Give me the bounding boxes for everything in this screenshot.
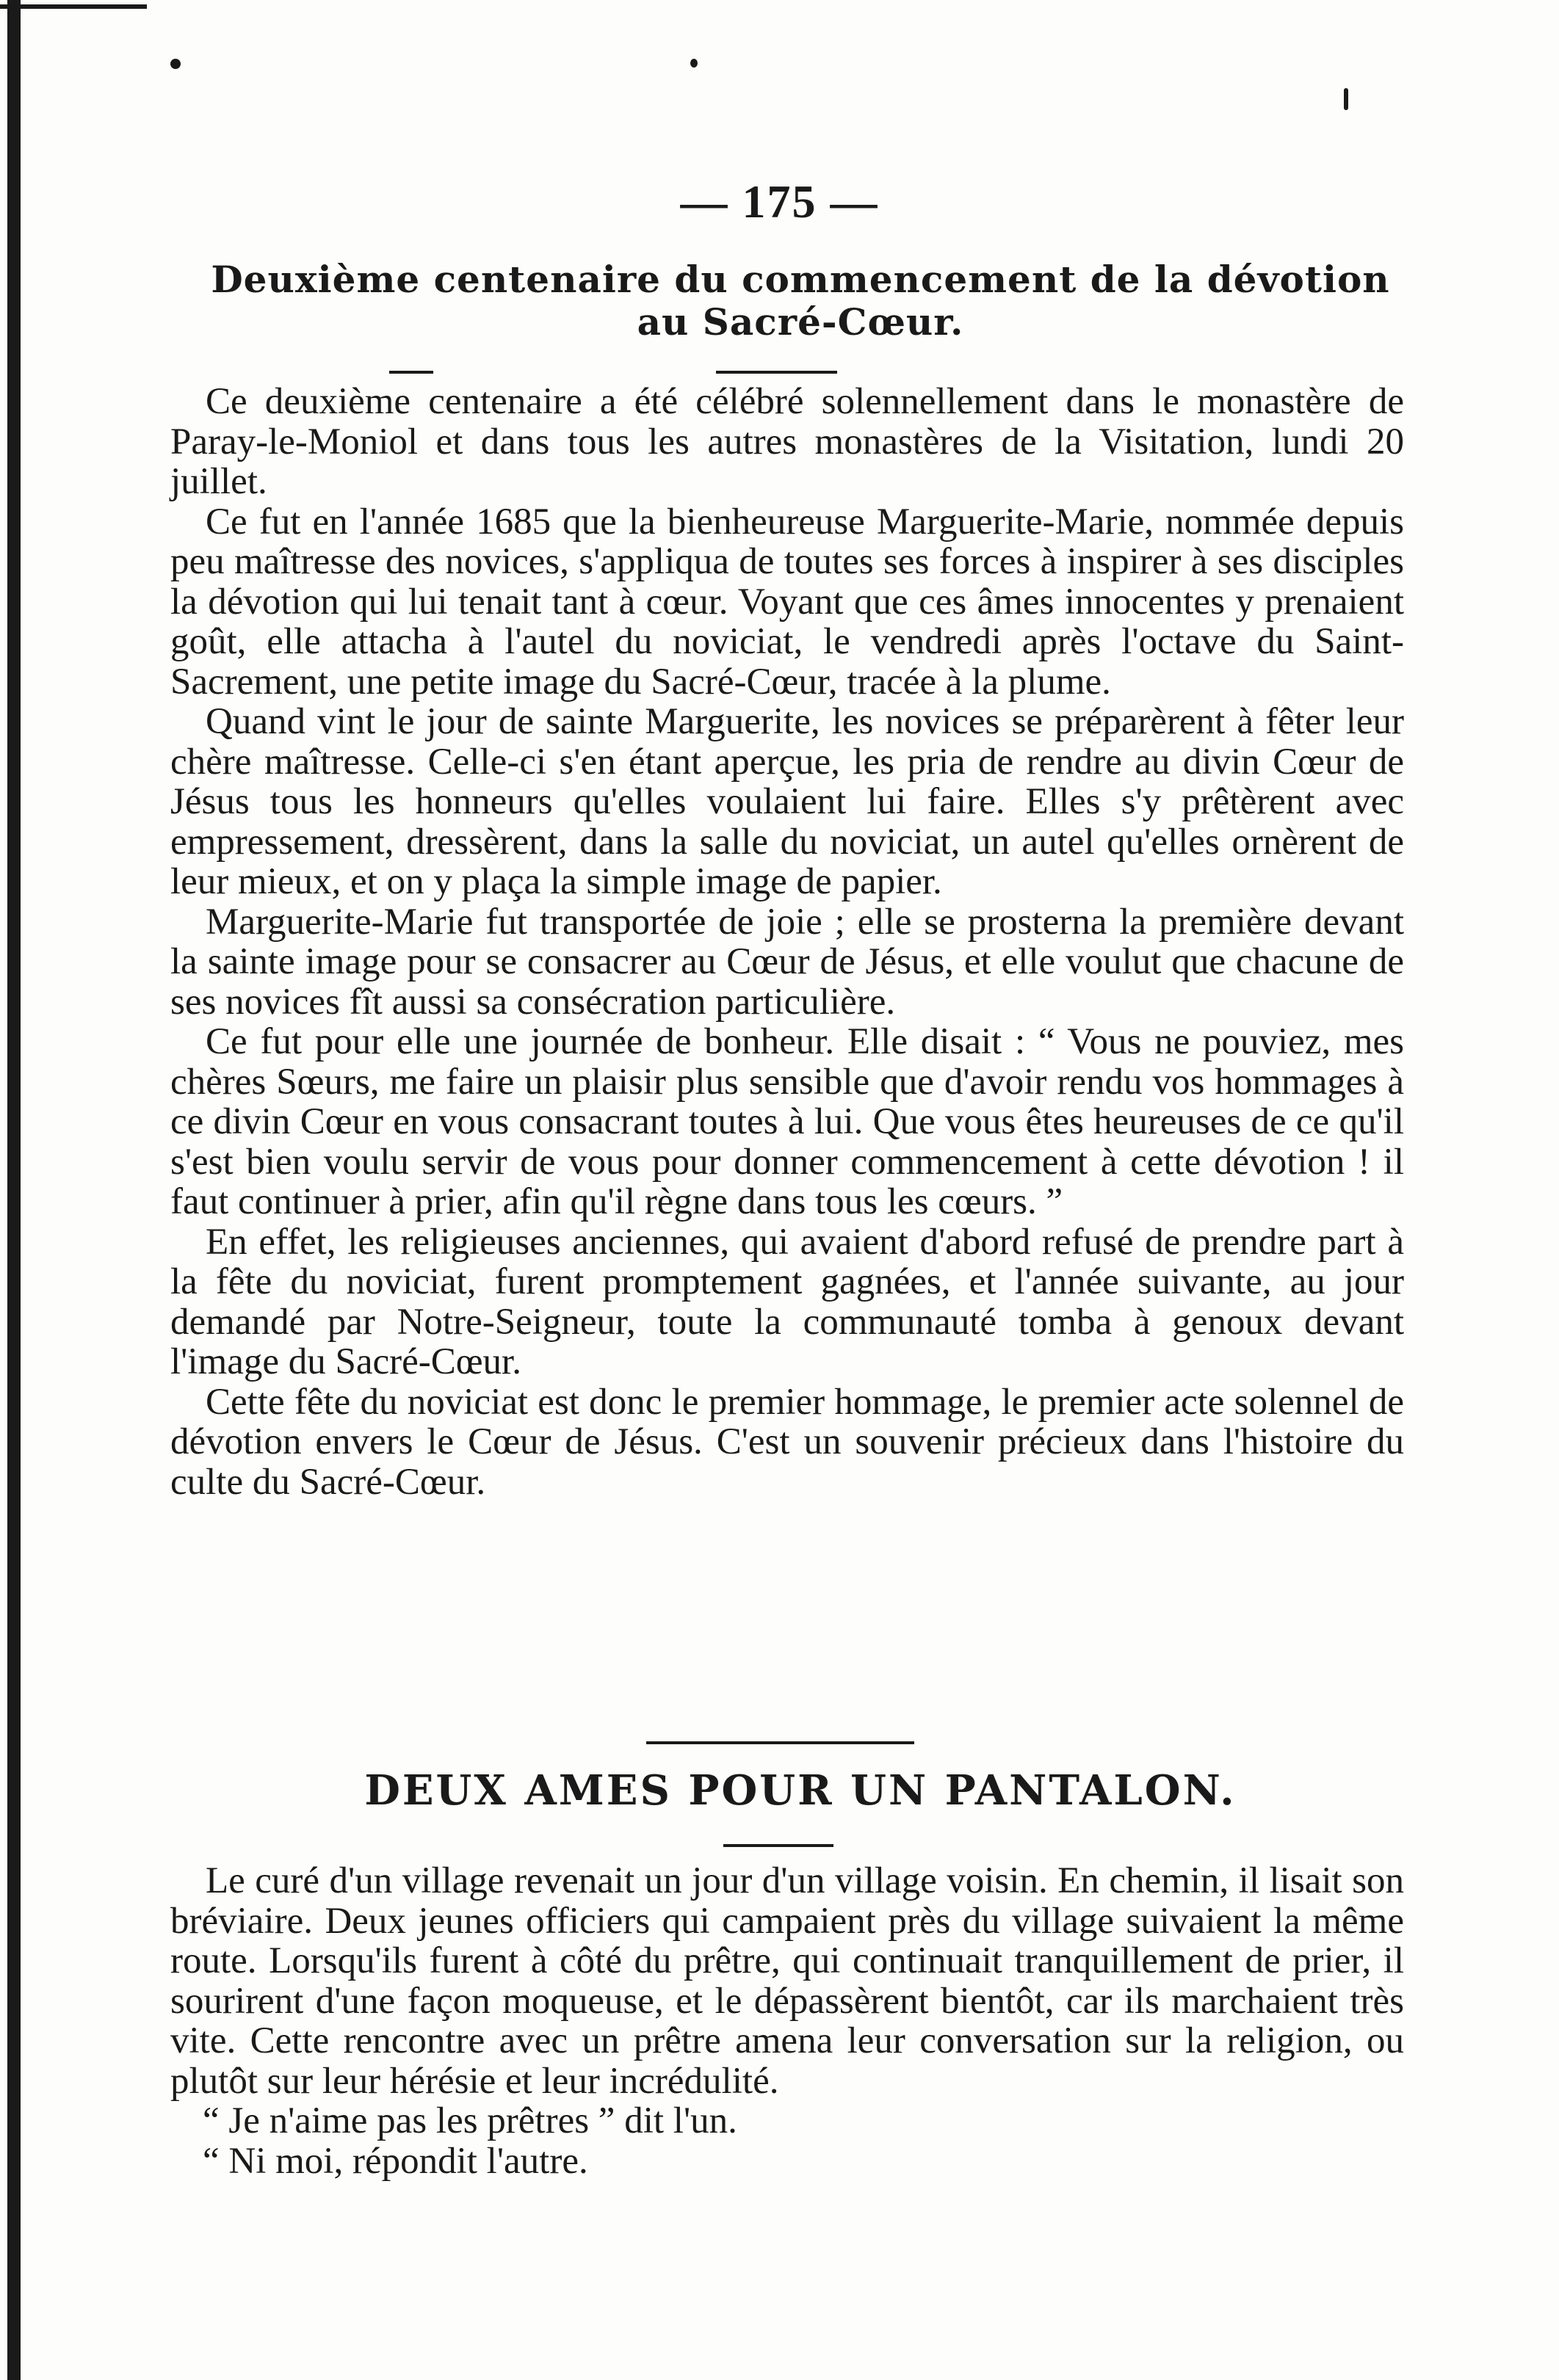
paragraph: Ce fut pour elle une journée de bonheur. Elle disait : “ Vous ne pouviez, mes chères Sœurs, me faire un plaisir plus sensible que d'avoir rendu vos hommages à ce divin Cœur en vous consacrant toutes à lui. Que vous êtes heureuses de ce qu'il s'est bien voulu servir de vous pour donner commencement à cette dévotion ! il faut continuer à prier, afin qu'il règne dans tous les cœurs. ” [170, 1021, 1404, 1222]
paragraph: Ce deuxième centenaire a été célébré solennellement dans le monastère de Paray-le-Moniol et dans tous les autres monastères de la Visitation, lundi 20 juillet. [170, 381, 1404, 502]
paragraph: Le curé d'un village revenait un jour d'un village voisin. En chemin, il lisait son bréviaire. Deux jeunes officiers qui campaient près du village suivaient la même route. Lorsqu'ils furent à côté du prêtre, qui continuait tranquillement de prier, il sourirent d'une façon moqueuse, et le dépassèrent bientôt, car ils marchaient très vite. Cette rencontre avec un prêtre amena leur conversation sur la religion, ou plutôt sur leur hérésie et leur incrédulité. [170, 1860, 1404, 2102]
section-divider [646, 1741, 914, 1744]
paragraph: En effet, les religieuses anciennes, qui avaient d'abord refusé de prendre part à la fête du noviciat, furent promptement gagnées, et l'année suivante, au jour demandé par Notre-Seigneur, toute la communauté tomba à genoux devant l'image du Sacré-Cœur. [170, 1221, 1404, 1382]
title-rule [723, 1844, 833, 1847]
ink-speck [1344, 88, 1348, 110]
article-body [170, 1861, 1404, 2181]
title-rule [389, 371, 433, 374]
paragraph: Ce fut en l'année 1685 que la bienheureuse Marguerite-Marie, nommée depuis peu maîtresse des novices, s'appliqua de toutes ses forces à inspirer à ses disciples la dévotion qui lui tenait tant à cœur. Voyant que ces âmes innocentes y prenaient goût, elle attacha à l'autel du noviciat, le vendredi après l'octave du Saint-Sacrement, une petite image du Sacré-Cœur, tracée à la plume. [170, 501, 1404, 703]
page-number: — 175 — [680, 175, 879, 228]
section-title: Deuxième centenaire du commencement de la dévotion au Sacré-Cœur. [211, 258, 1390, 344]
article-body [170, 382, 1404, 1502]
paragraph: Marguerite-Marie fut transportée de joie ; elle se prosterna la première devant la sainte image pour se consacrer au Cœur de Jésus, et elle voulut que chacune de ses novices fît aussi sa consécration particulière. [170, 901, 1404, 1023]
title-rule [716, 371, 837, 374]
page-top-rule [0, 4, 147, 9]
section-title: DEUX AMES POUR UN PANTALON. [364, 1766, 1237, 1815]
paragraph: Quand vint le jour de sainte Marguerite, les novices se préparèrent à fêter leur chère maîtresse. Celle-ci s'en étant aperçue, les pria de rendre au divin Cœur de Jésus tous les honneurs qu'elles voulaient lui faire. Elles s'y prêtèrent avec empressement, dressèrent, dans la salle du noviciat, un autel qu'elles ornèrent de leur mieux, et on y plaça la simple image de papier. [170, 701, 1404, 902]
page-edge-rule [7, 0, 21, 2380]
paragraph: Cette fête du noviciat est donc le premier hommage, le premier acte solennel de dévotion envers le Cœur de Jésus. C'est un souvenir précieux dans l'histoire du culte du Sacré-Cœur. [170, 1381, 1404, 1503]
dialogue-line: “ Ni moi, répondit l'autre. [203, 2140, 588, 2182]
ink-speck [690, 59, 698, 68]
ink-speck [170, 59, 181, 69]
dialogue-line: “ Je n'aime pas les prêtres ” dit l'un. [203, 2100, 737, 2141]
